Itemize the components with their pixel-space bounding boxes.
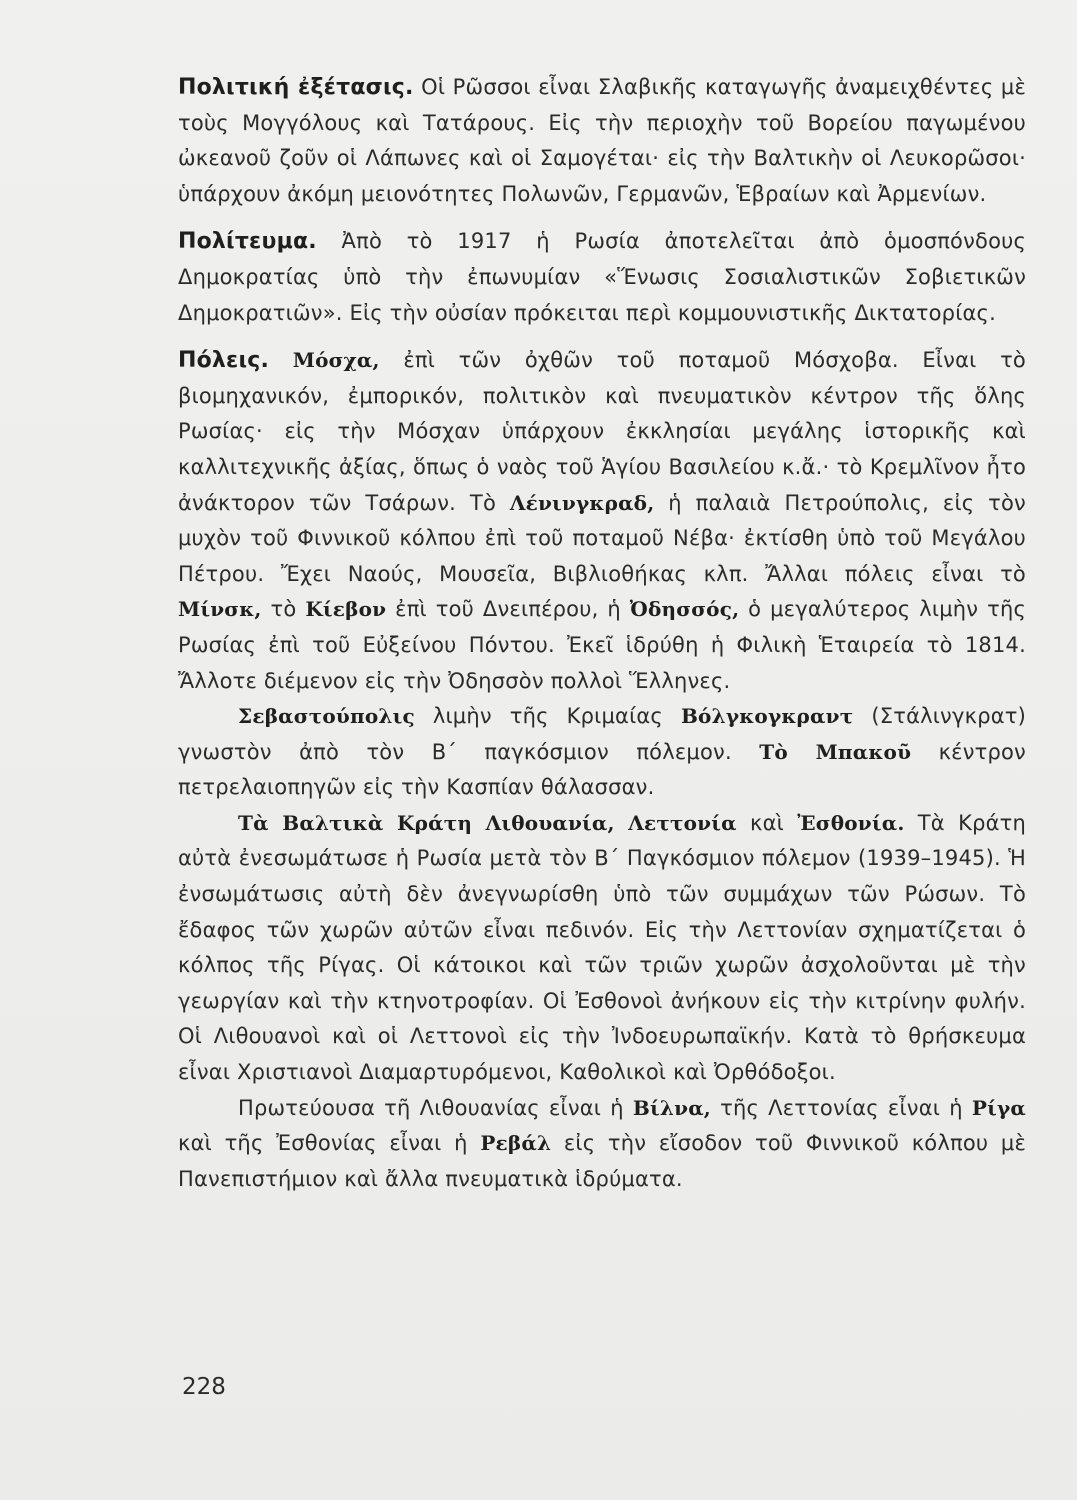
city-moscow: Μόσχα,: [292, 348, 380, 373]
paragraph-text: λιμὴν τῆς Κριμαίας: [414, 704, 681, 729]
paragraph-cities: [178, 343, 1026, 699]
paragraph-text: εἰς τὴν εἴσοδον τοῦ Φιννικοῦ κόλπου μὲ Πανεπιστήμιον καὶ ἄλλα πνευματικὰ ἱδρύματα.: [178, 1131, 1026, 1191]
paragraph-text: Τὰ Κράτη αὐτὰ ἐνεσωμάτωσε ἡ Ρωσία μετὰ τὸν Β΄ Παγκόσμιον πόλεμον (1939–1945). Ἡ ἐνσωμάτωσις αὐτὴ δὲν ἀνεγνωρίσθη ὑπὸ τῶν συμμάχων τῶν Ρώσων. Τὸ ἔδαφος τῶν χωρῶν αὐτῶν εἶναι πεδινόν. Εἰς τὴν Λεττονίαν σχηματίζεται ὁ κόλπος τῆς Ρίγας. Οἱ κάτοικοι καὶ τῶν τριῶν χωρῶν ἀσχολοῦνται μὲ τὴν γεωργίαν καὶ τὴν κτηνοτροφίαν. Οἱ Ἐσθονοὶ ἀνήκουν εἰς τὴν κιτρίνην φυλήν. Οἱ Λιθουανοὶ καὶ οἱ Λεττονοὶ εἰς τὴν Ἰνδοευρωπαϊκήν. Κατὰ τὸ θρήσκευμα εἶναι Χριστιανοὶ Διαμαρτυρόμενοι, Καθολικοὶ καὶ Ὀρθόδοξοι.: [178, 810, 1026, 1085]
estonia-label: Ἐσθονία.: [797, 810, 905, 835]
city-baku: Τὸ Μπακοῦ: [759, 739, 912, 764]
baltic-states-heading: Τὰ Βαλτικὰ Κράτη Λιθουανία, Λεττονία: [238, 810, 737, 835]
paragraph-sevastopol: [178, 699, 1026, 806]
heading-government: Πολίτευμα.: [178, 229, 317, 255]
paragraph-text: ἐπὶ τῶν ὀχθῶν τοῦ ποταμοῦ Μόσχοβα. Εἶναι τὸ βιομηχανικόν, ἐμπορικόν, πολιτικὸν καὶ πνευματικὸν κέντρον τῆς ὅλης Ρωσίας· εἰς τὴν Μόσχαν ὑπάρχουν ἐκκλησίαι μεγάλης ἱστορικῆς καὶ καλλιτεχνικῆς ἀξίας, ὅπως ὁ ναὸς τοῦ Ἁγίου Βασιλείου κ.ἄ.· τὸ Κρεμλῖνον ἦτο ἀνάκτορον τῶν Τσάρων. Τὸ: [178, 348, 1026, 515]
paragraph-text: ὁ μεγαλύτερος λιμὴν τῆς Ρωσίας ἐπὶ τοῦ Εὐξείνου Πόντου. Ἐκεῖ ἱδρύθη ἡ Φιλικὴ Ἑταιρεία τὸ 1814. Ἄλλοτε διέμενον εἰς τὴν Ὀδησσὸν πολλοὶ Ἕλληνες.: [178, 597, 1026, 693]
paragraph-text: ἐπὶ τοῦ Δνειπέρου, ἡ: [386, 597, 630, 622]
paragraph-text: Πρωτεύουσα τῆ Λιθουανίας εἶναι ἡ: [238, 1095, 633, 1120]
heading-cities: Πόλεις.: [178, 348, 270, 374]
paragraph-text: ἡ παλαιὰ Πετρούπολις, εἰς τὸν μυχὸν τοῦ Φιννικοῦ κόλπου ἐπὶ τοῦ ποταμοῦ Νέβα· ἐκτίσθη ὑπὸ τοῦ Μεγάλου Πέτρου. Ἔχει Ναούς, Μουσεῖα, Βιβλιοθήκας κλπ. Ἄλλαι πόλεις εἶναι τὸ: [178, 490, 1026, 586]
paragraph-text: καὶ τῆς Ἐσθονίας εἶναι ἡ: [178, 1131, 481, 1156]
city-odessa: Ὀδησσός,: [629, 597, 740, 622]
city-leningrad: Λένινγκραδ,: [509, 490, 655, 515]
city-minsk: Μίνσκ,: [178, 597, 262, 622]
paragraph-text: καὶ: [736, 810, 798, 835]
city-riga: Ρίγα: [971, 1095, 1026, 1120]
page-number: 228: [182, 1374, 226, 1400]
page-text: [178, 70, 1026, 1197]
paragraph-political: [178, 70, 1026, 212]
paragraph-government: [178, 224, 1026, 331]
paragraph-text: (Στάλινγκρατ) γνωστὸν ἀπὸ τὸν Β΄ παγκόσμιον πόλεμον.: [178, 704, 1026, 764]
paragraph-text: τὸ: [261, 597, 306, 622]
heading-political: Πολιτική ἐξέτασις.: [178, 75, 414, 100]
paragraph-text: Οἱ Ρῶσσοι εἶναι Σλαβικῆς καταγωγῆς ἀναμειχθέντες μὲ τοὺς Μογγόλους καὶ Τατάρους. Εἰς τὴν περιοχὴν τοῦ Βορείου παγωμένου ὠκεανοῦ ζοῦν οἱ Λάπωνες καὶ οἱ Σαμογέται· εἰς τὴν Βαλτικὴν οἱ Λευκορῶσοι· ὑπάρχουν ἀκόμη μειονότητες Πολωνῶν, Γερμανῶν, Ἑβραίων καὶ Ἀρμενίων.: [178, 75, 1027, 206]
city-reval: Ρεβάλ: [480, 1131, 552, 1156]
paragraph-text: Ἀπὸ τὸ 1917 ἡ Ρωσία ἀποτελεῖται ἀπὸ ὁμοσπόνδους Δημοκρατίας ὑπὸ τὴν ἐπωνυμίαν «Ἕνωσις Σοσιαλιστικῶν Σοβιετικῶν Δημοκρατιῶν». Εἰς τὴν οὐσίαν πρόκειται περὶ κομμουνιστικῆς Δικτατορίας.: [178, 229, 1026, 325]
paragraph-capitals: [178, 1091, 1026, 1198]
city-vilnius: Βίλνα,: [632, 1095, 711, 1120]
paragraph-baltic-states: [178, 806, 1026, 1091]
city-volgograd: Βόλγκογκραντ: [680, 704, 854, 729]
city-kiev: Κίεβον: [305, 597, 387, 622]
paragraph-text: τῆς Λεττονίας εἶναι ἡ: [710, 1095, 972, 1120]
paragraph-text: κέντρον πετρελαιοπηγῶν εἰς τὴν Κασπίαν θάλασσαν.: [178, 739, 1026, 800]
city-sevastopol: Σεβαστούπολις: [238, 704, 415, 729]
